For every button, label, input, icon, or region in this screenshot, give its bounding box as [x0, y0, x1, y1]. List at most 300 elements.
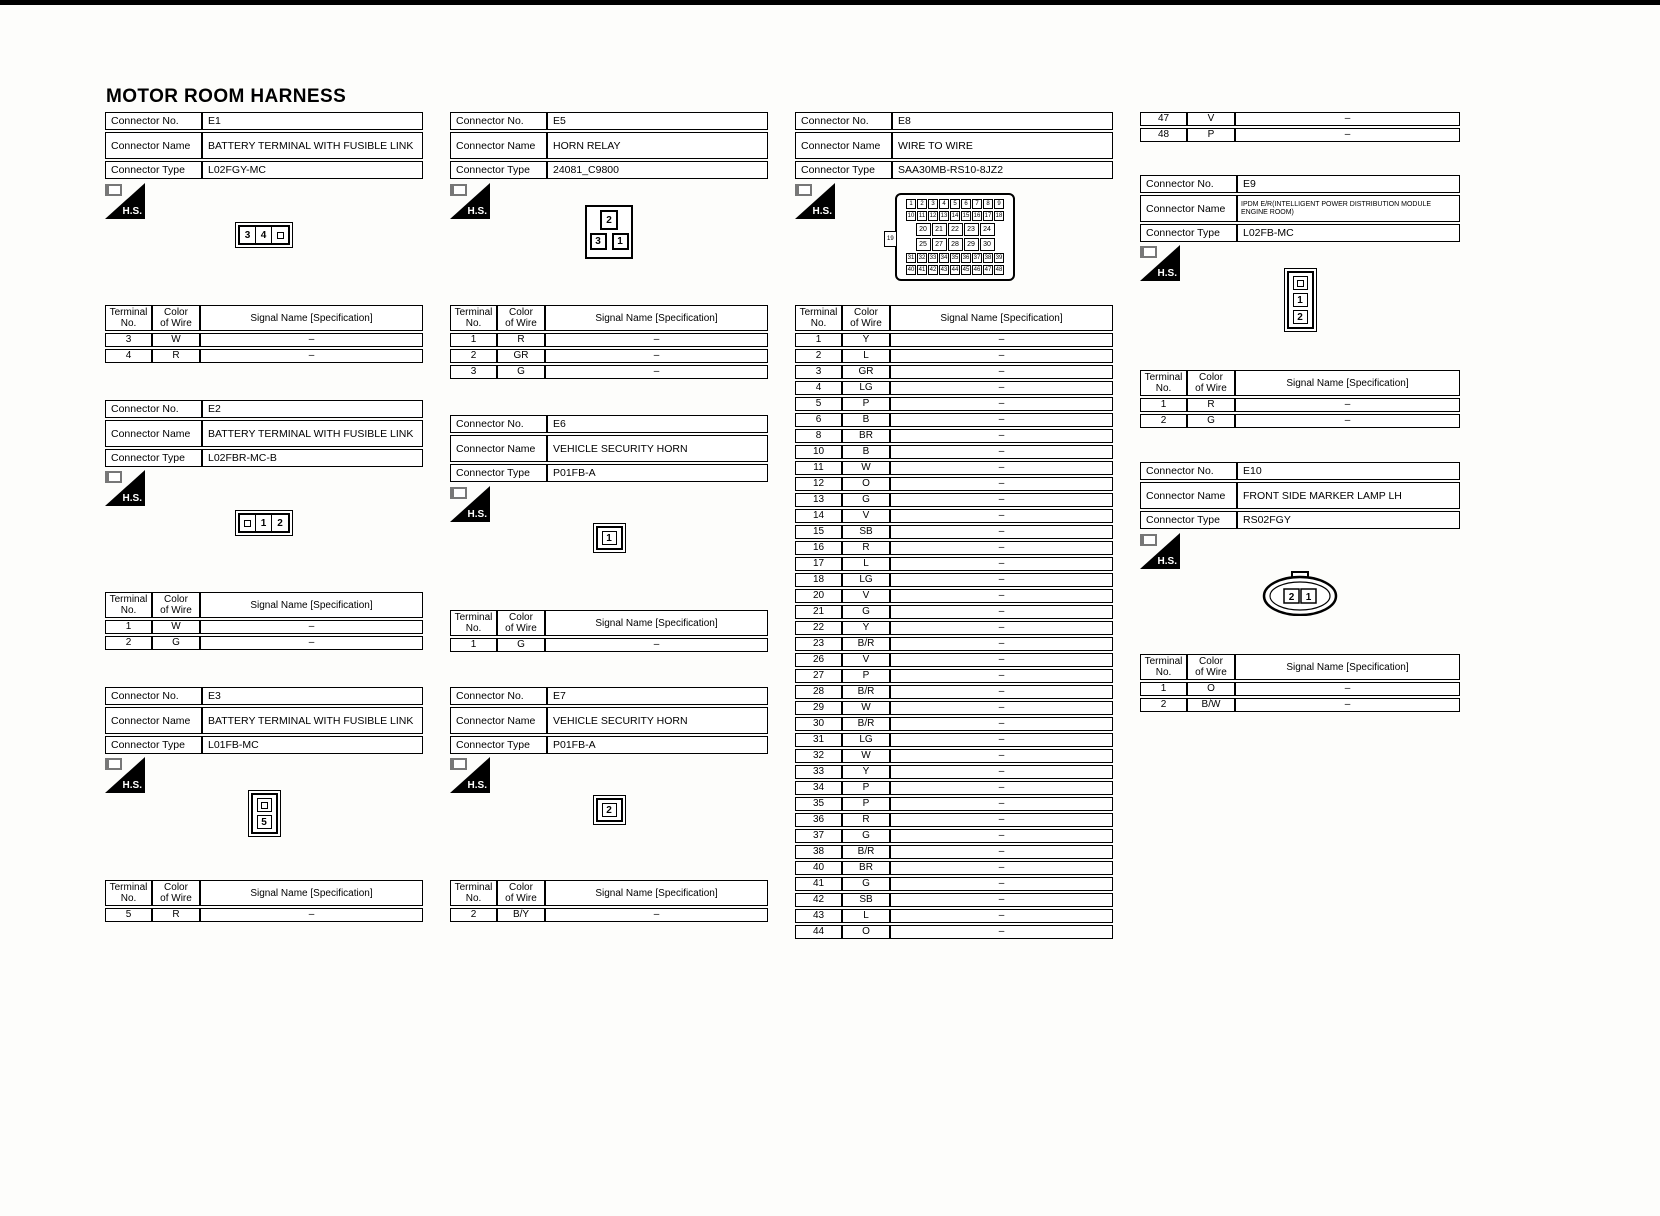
connector-block-e6: [450, 413, 768, 484]
signal-name: –: [200, 636, 423, 650]
terminal-no-header: Terminal No.: [1140, 654, 1187, 680]
connector-type-label: Connector Type: [450, 161, 547, 179]
terminal-table: [450, 878, 768, 924]
terminal-no-header: Terminal No.: [450, 610, 497, 636]
terminal-no: 11: [795, 461, 842, 475]
terminal-no: 26: [795, 653, 842, 667]
signal-name-header: Signal Name [Specification]: [200, 592, 423, 618]
terminal-table-block: [105, 303, 423, 365]
connector-name-label: Connector Name: [450, 132, 547, 159]
connector-type-value: L02FGY-MC: [202, 161, 423, 179]
terminal-row: [795, 413, 1113, 427]
wire-color: V: [842, 653, 890, 667]
connector-type-value: SAA30MB-RS10-8JZ2: [892, 161, 1113, 179]
wire-color: G: [842, 877, 890, 891]
hs-mark: [105, 757, 145, 793]
connector-no-value: E1: [202, 112, 423, 130]
signal-name: –: [890, 733, 1113, 747]
terminal-table: [1140, 368, 1460, 430]
layout-block: [105, 757, 423, 793]
terminal-no: 48: [1140, 128, 1187, 142]
terminal-no: 14: [795, 509, 842, 523]
hs-label: H.S.: [122, 493, 142, 504]
signal-name: –: [1235, 698, 1460, 712]
connector-type-label: Connector Type: [795, 161, 892, 179]
connector-name-value: BATTERY TERMINAL WITH FUSIBLE LINK: [202, 420, 423, 447]
cavity-square-icon: [1297, 280, 1304, 287]
signal-name: –: [890, 397, 1113, 411]
wire-color-header: Color of Wire: [152, 592, 200, 618]
terminal-row: [795, 525, 1113, 539]
connector-type-label: Connector Type: [450, 464, 547, 482]
signal-name: –: [890, 381, 1113, 395]
wire-color-header: Color of Wire: [152, 305, 200, 331]
info-row: [1140, 511, 1460, 529]
terminal-no-header: Terminal No.: [795, 305, 842, 331]
connector-no-label: Connector No.: [450, 687, 547, 705]
terminal-no-header: Terminal No.: [105, 880, 152, 906]
terminal-no: 20: [795, 589, 842, 603]
wire-color: G: [842, 493, 890, 507]
terminal-row: [795, 669, 1113, 683]
layout-block: [105, 303, 423, 365]
terminal-row: [795, 861, 1113, 875]
terminal-row: [795, 653, 1113, 667]
connector-name-label: Connector Name: [795, 132, 892, 159]
layout-block: [450, 608, 768, 654]
terminal-row: [795, 685, 1113, 699]
layout-block: [1140, 652, 1460, 714]
pin-cell: 30: [980, 238, 995, 251]
signal-name: –: [890, 781, 1113, 795]
connector-type-value: L01FB-MC: [202, 736, 423, 754]
pin-cell: 9: [994, 199, 1004, 209]
terminal-row: [1140, 398, 1460, 412]
drawing-holder: [105, 222, 423, 248]
signal-name: –: [890, 349, 1113, 363]
pin-cell: 16: [973, 213, 981, 219]
connector-no-value: E2: [202, 400, 423, 418]
layout-block: [1140, 533, 1460, 569]
wire-color: G: [842, 829, 890, 843]
cavity-cell: [240, 515, 256, 531]
terminal-row: [105, 333, 423, 347]
wire-color: LG: [842, 381, 890, 395]
connector-drawing: [235, 510, 293, 536]
wire-color: G: [842, 605, 890, 619]
terminal-header-row: [105, 305, 423, 331]
terminal-row: [795, 365, 1113, 379]
connector-no-label: Connector No.: [450, 112, 547, 130]
layout-block: [105, 398, 423, 469]
drawing-holder: [105, 790, 423, 837]
pin-cell: 43: [940, 267, 948, 273]
terminal-header-row: [1140, 370, 1460, 396]
connector-plug-icon: [105, 758, 122, 770]
layout-block: [450, 757, 768, 793]
connector-no-label: Connector No.: [105, 687, 202, 705]
wire-color: GR: [842, 365, 890, 379]
connector-info-table: [105, 398, 423, 469]
layout-block: [105, 590, 423, 652]
connector-type-label: Connector Type: [450, 736, 547, 754]
layout-block: [1140, 173, 1460, 244]
wire-color-header: Color of Wire: [1187, 654, 1235, 680]
wire-color: L: [842, 349, 890, 363]
terminal-row: [795, 477, 1113, 491]
connector-type-value: P01FB-A: [547, 464, 768, 482]
connector-drawing: [1261, 570, 1339, 616]
terminal-no: 13: [795, 493, 842, 507]
connector-name-label: Connector Name: [105, 707, 202, 734]
connector-name-label: Connector Name: [105, 132, 202, 159]
terminal-table: [1140, 652, 1460, 714]
pin-cell: 24: [980, 223, 995, 236]
signal-name: –: [890, 557, 1113, 571]
terminal-row: [450, 908, 768, 922]
signal-name: –: [890, 637, 1113, 651]
drawing-holder: [795, 193, 1113, 281]
pin-cell: 2: [917, 199, 927, 209]
layout-block: [1140, 110, 1460, 144]
pin-row: [587, 233, 631, 250]
connector-block-e2: [105, 398, 423, 469]
terminal-row: [105, 620, 423, 634]
terminal-row: [795, 557, 1113, 571]
wire-color: Y: [842, 765, 890, 779]
layout-block: [450, 878, 768, 924]
pin-column: [596, 798, 623, 822]
terminal-row: [1140, 414, 1460, 428]
connector-no-value: E6: [547, 415, 768, 433]
hs-label: H.S.: [812, 206, 832, 217]
signal-name-header: Signal Name [Specification]: [545, 305, 768, 331]
hs-label: H.S.: [467, 509, 487, 520]
connector-plug-icon: [450, 184, 467, 196]
layout-block: [795, 110, 1113, 181]
terminal-row: [1140, 112, 1460, 126]
pin-cell: 3: [240, 227, 256, 243]
info-row: [450, 415, 768, 433]
connector-drawing: [1284, 268, 1317, 332]
connector-no-label: Connector No.: [1140, 175, 1237, 193]
layout-block: [1140, 368, 1460, 430]
connector-drawing: [248, 790, 281, 837]
pin-cell: 19: [884, 231, 897, 247]
hs-label: H.S.: [1157, 268, 1177, 279]
signal-name: –: [890, 541, 1113, 555]
wire-color: P: [842, 669, 890, 683]
pin-cell: 3: [928, 199, 938, 209]
pin-cell: 11: [918, 213, 926, 219]
layout-block: [105, 470, 423, 506]
pin-row: [238, 225, 290, 245]
terminal-no: 35: [795, 797, 842, 811]
pin-cell: 37: [973, 255, 981, 261]
wire-color: G: [1187, 414, 1235, 428]
terminal-row: [1140, 128, 1460, 142]
signal-name: –: [890, 909, 1113, 923]
pin-cell: 42: [929, 267, 937, 273]
cavity-cell: [257, 798, 272, 812]
signal-name: –: [890, 429, 1113, 443]
connector-info-table: [1140, 173, 1460, 244]
wire-color: O: [1187, 682, 1235, 696]
connector-block-e7: [450, 685, 768, 756]
info-row: [105, 132, 423, 159]
connector-no-label: Connector No.: [105, 112, 202, 130]
terminal-row: [795, 733, 1113, 747]
connector-info-table: [450, 110, 768, 181]
connector-info-table: [105, 110, 423, 181]
terminal-table-block: [795, 303, 1113, 941]
terminal-header-row: [450, 610, 768, 636]
connector-name-value: BATTERY TERMINAL WITH FUSIBLE LINK: [202, 132, 423, 159]
terminal-row: [795, 605, 1113, 619]
terminal-table-block: [1140, 368, 1460, 430]
connector-no-value: E7: [547, 687, 768, 705]
terminal-table-block: [450, 608, 768, 654]
terminal-no: 37: [795, 829, 842, 843]
terminal-row: [450, 333, 768, 347]
wire-color: R: [1187, 398, 1235, 412]
terminal-row: [795, 509, 1113, 523]
terminal-no-header: Terminal No.: [105, 305, 152, 331]
info-row: [795, 132, 1113, 159]
pin-cell: 2: [600, 210, 618, 230]
signal-name: –: [890, 605, 1113, 619]
connector-no-value: E3: [202, 687, 423, 705]
terminal-row: [795, 925, 1113, 939]
info-row: [1140, 462, 1460, 480]
signal-name: –: [545, 333, 768, 347]
connector-type-value: L02FB-MC: [1237, 224, 1460, 242]
terminal-row: [795, 701, 1113, 715]
connector-info-table: [795, 110, 1113, 181]
terminal-row: [795, 749, 1113, 763]
pin-cell: 27: [932, 238, 947, 251]
wire-color: W: [842, 461, 890, 475]
connector-type-value: RS02FGY: [1237, 511, 1460, 529]
terminal-row: [795, 429, 1113, 443]
connector-type-label: Connector Type: [1140, 224, 1237, 242]
wire-color: V: [1187, 112, 1235, 126]
terminal-no: 1: [1140, 398, 1187, 412]
signal-name: –: [890, 589, 1113, 603]
pin-cell: 5: [257, 815, 272, 829]
terminal-row: [795, 589, 1113, 603]
drawing-holder: [450, 205, 768, 259]
terminal-no: 2: [105, 636, 152, 650]
terminal-no: 2: [450, 349, 497, 363]
pin-cell: 2: [277, 517, 283, 529]
connector-no-value: E5: [547, 112, 768, 130]
connector-no-label: Connector No.: [1140, 462, 1237, 480]
signal-name: –: [890, 653, 1113, 667]
info-row: [450, 736, 768, 754]
wire-color: B: [842, 413, 890, 427]
pin-cell: 4: [256, 227, 272, 243]
column-1: [105, 0, 423, 1216]
terminal-row: [450, 638, 768, 652]
connector-no-value: E10: [1237, 462, 1460, 480]
terminal-no: 3: [105, 333, 152, 347]
cavity-cell: [1293, 276, 1308, 290]
pin-cell: 47: [984, 267, 992, 273]
connector-name-label: Connector Name: [105, 420, 202, 447]
terminal-header-row: [795, 305, 1113, 331]
signal-name-header: Signal Name [Specification]: [545, 880, 768, 906]
connector-name-label: Connector Name: [1140, 482, 1237, 509]
terminal-row: [795, 621, 1113, 635]
hs-label: H.S.: [467, 780, 487, 791]
connector-name-value: FRONT SIDE MARKER LAMP LH: [1237, 482, 1460, 509]
terminal-no: 32: [795, 749, 842, 763]
pin-cell: 2: [1293, 310, 1308, 324]
terminal-no: 44: [795, 925, 842, 939]
pin-cell: 2: [602, 803, 617, 817]
cavity-square-icon: [277, 232, 284, 239]
pin-row: [902, 199, 1008, 209]
info-row: [450, 707, 768, 734]
terminal-row: [795, 637, 1113, 651]
pin-cell: 1: [602, 531, 617, 545]
wire-color: B/R: [842, 717, 890, 731]
signal-name: –: [890, 685, 1113, 699]
signal-name-header: Signal Name [Specification]: [545, 610, 768, 636]
drawing-holder: [450, 795, 768, 825]
pin-cell: 41: [918, 267, 926, 273]
connector-plug-icon: [1140, 246, 1157, 258]
layout-block: [105, 110, 423, 181]
info-row: [105, 449, 423, 467]
wire-color: B/R: [842, 685, 890, 699]
terminal-row: [795, 493, 1113, 507]
column-3: [795, 0, 1113, 1216]
terminal-no: 29: [795, 701, 842, 715]
info-row: [105, 687, 423, 705]
connector-info-table: [450, 685, 768, 756]
wire-color: B/R: [842, 637, 890, 651]
wire-color: W: [152, 333, 200, 347]
wire-color: SB: [842, 893, 890, 907]
terminal-header-row: [450, 880, 768, 906]
pin-cell: 21: [932, 223, 947, 236]
terminal-table: [450, 303, 768, 381]
terminal-table: [795, 303, 1113, 941]
wire-color: Y: [842, 333, 890, 347]
wire-color: R: [842, 813, 890, 827]
connector-type-label: Connector Type: [105, 736, 202, 754]
connector-no-value: E8: [892, 112, 1113, 130]
pin-cell: 5: [950, 199, 960, 209]
terminal-no: 4: [105, 349, 152, 363]
terminal-row: [795, 445, 1113, 459]
pin-cell: 13: [940, 213, 948, 219]
wire-color: B: [842, 445, 890, 459]
signal-name: –: [890, 493, 1113, 507]
connector-block-e5: [450, 110, 768, 181]
terminal-no: 4: [795, 381, 842, 395]
terminal-no: 2: [450, 908, 497, 922]
signal-name: –: [890, 333, 1113, 347]
terminal-no: 6: [795, 413, 842, 427]
drawing-holder: [1140, 570, 1460, 616]
pin-cell: 39: [995, 255, 1003, 261]
pin-row: [902, 238, 1008, 251]
signal-name: –: [890, 669, 1113, 683]
terminal-row: [795, 877, 1113, 891]
wire-color: SB: [842, 525, 890, 539]
pin-cell: 48: [995, 267, 1003, 273]
signal-name: –: [890, 477, 1113, 491]
connector-type-value: L02FBR-MC-B: [202, 449, 423, 467]
layout-block: [105, 685, 423, 756]
connector-type-label: Connector Type: [105, 449, 202, 467]
terminal-row: [795, 349, 1113, 363]
wire-color-header: Color of Wire: [842, 305, 890, 331]
signal-name: –: [890, 525, 1113, 539]
terminal-header-row: [105, 880, 423, 906]
drawing-holder: [1140, 268, 1460, 332]
info-row: [450, 132, 768, 159]
drawing-holder: [105, 510, 423, 536]
terminal-table-block: [450, 303, 768, 381]
info-row: [105, 736, 423, 754]
signal-name: –: [1235, 112, 1460, 126]
pin-cell: 28: [948, 238, 963, 251]
wire-color-header: Color of Wire: [497, 610, 545, 636]
terminal-no: 5: [105, 908, 152, 922]
signal-name: –: [890, 829, 1113, 843]
connector-drawing: [593, 523, 626, 553]
terminal-row: [795, 781, 1113, 795]
terminal-row: [795, 381, 1113, 395]
terminal-row: [795, 461, 1113, 475]
hs-label: H.S.: [122, 206, 142, 217]
terminal-no: 3: [795, 365, 842, 379]
pin-cell: 38: [984, 255, 992, 261]
pin-row: [902, 265, 1008, 275]
pin-row: [902, 253, 1008, 263]
pin-cell: 44: [951, 267, 959, 273]
pin-cell: 36: [962, 255, 970, 261]
terminal-no: 30: [795, 717, 842, 731]
terminal-table: [450, 608, 768, 654]
pin-cell: 32: [918, 255, 926, 261]
connector-plug-icon: [105, 471, 122, 483]
terminal-row: [795, 909, 1113, 923]
wire-color: G: [497, 638, 545, 652]
wire-color: BR: [842, 861, 890, 875]
pin-cell: 40: [907, 267, 915, 273]
terminal-no: 15: [795, 525, 842, 539]
info-row: [450, 435, 768, 462]
info-row: [450, 112, 768, 130]
pin-cell: 46: [973, 267, 981, 273]
connector-name-label: Connector Name: [1140, 195, 1237, 222]
pin-row: [902, 211, 1008, 221]
connector-plug-icon: [450, 758, 467, 770]
column-4: [1140, 0, 1460, 1216]
terminal-no: 40: [795, 861, 842, 875]
cavity-cell: [272, 227, 288, 243]
terminal-no: 2: [1140, 414, 1187, 428]
signal-name: –: [890, 893, 1113, 907]
wire-color: P: [1187, 128, 1235, 142]
wire-color-header: Color of Wire: [497, 305, 545, 331]
info-row: [1140, 224, 1460, 242]
